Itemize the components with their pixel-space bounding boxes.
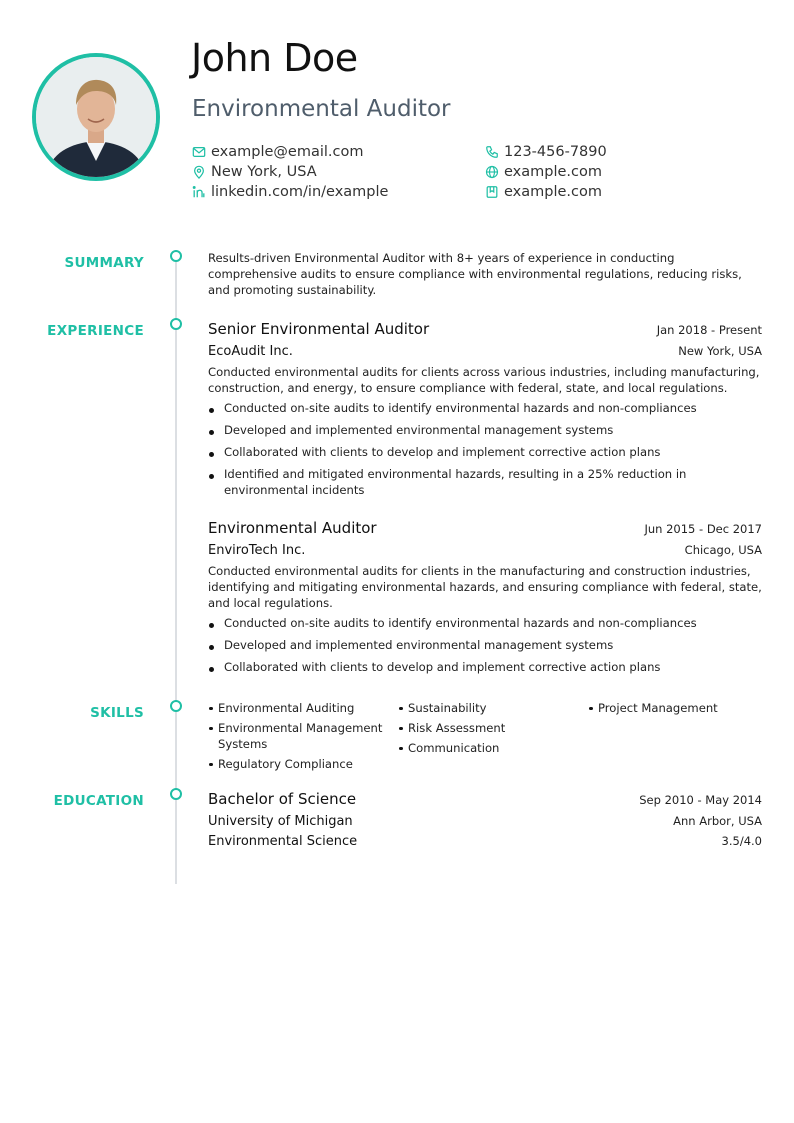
- contact-email-text: example@email.com: [211, 144, 364, 160]
- contact-phone[interactable]: [485, 143, 607, 161]
- skill-item: Sustainability: [398, 700, 588, 716]
- job-bullet: Developed and implemented environmental management systems: [208, 637, 762, 653]
- contact-email[interactable]: [192, 143, 363, 161]
- skills-column: [398, 700, 588, 776]
- job-entry: [208, 320, 762, 498]
- contact-phone-text: 123-456-7890: [504, 144, 607, 160]
- job-description: Conducted environmental audits for clients in the manufacturing and construction industries, identifying and mitigating environmental hazards, and ensuring compliance with federal, state, and local regulations.: [208, 564, 762, 610]
- education-school: University of Michigan: [208, 814, 353, 829]
- job-bullet: Developed and implemented environmental management systems: [208, 422, 762, 438]
- skill-item: Project Management: [588, 700, 762, 716]
- skill-item: Communication: [398, 740, 588, 756]
- bookmark-icon: [485, 185, 499, 199]
- education-field: Environmental Science: [208, 834, 358, 849]
- skill-item: Environmental Management Systems: [208, 720, 398, 752]
- job-location: New York, USA: [678, 344, 762, 358]
- candidate-title: Environmental Auditor: [192, 96, 451, 122]
- contact-linkedin[interactable]: [192, 183, 388, 201]
- contact-location: [192, 163, 317, 181]
- map-pin-icon: [192, 165, 206, 179]
- section-label-summary: SUMMARY: [64, 255, 144, 271]
- skills-column: [208, 700, 398, 776]
- job-bullet: Conducted on-site audits to identify environmental hazards and non-compliances: [208, 615, 762, 631]
- summary-section: [208, 250, 762, 298]
- education-degree: Bachelor of Science: [208, 790, 357, 808]
- job-description: Conducted environmental audits for clients across various industries, including manufacturing, construction, and energy, to ensure compliance with federal, state, and local regulations.: [208, 365, 760, 395]
- skills-grid: [208, 700, 762, 776]
- job-bullet: Collaborated with clients to develop and implement corrective action plans: [208, 659, 762, 675]
- contact-website-text: example.com: [504, 164, 602, 180]
- contact-portfolio-text: example.com: [504, 184, 602, 200]
- contact-portfolio[interactable]: [485, 183, 602, 201]
- candidate-name: John Doe: [191, 36, 358, 80]
- contact-website[interactable]: [485, 163, 602, 181]
- contact-location-text: New York, USA: [211, 164, 317, 180]
- timeline-dot-summary: [170, 250, 182, 262]
- job-bullet: Collaborated with clients to develop and implement corrective action plans: [208, 444, 762, 460]
- job-entry: [208, 519, 762, 675]
- education-gpa: 3.5/4.0: [721, 834, 762, 848]
- linkedin-icon: [192, 185, 206, 199]
- education-entry: [208, 790, 762, 849]
- job-title: Environmental Auditor: [208, 519, 377, 537]
- section-label-skills: SKILLS: [90, 705, 144, 721]
- job-bullet-list: [208, 615, 762, 675]
- timeline-dot-skills: [170, 700, 182, 712]
- phone-icon: [485, 145, 499, 159]
- mail-icon: [192, 145, 206, 159]
- section-label-experience: EXPERIENCE: [47, 323, 144, 339]
- education-dates: Sep 2010 - May 2014: [639, 793, 762, 807]
- education-location: Ann Arbor, USA: [673, 814, 762, 828]
- job-location: Chicago, USA: [684, 543, 762, 557]
- job-bullet: Conducted on-site audits to identify environmental hazards and non-compliances: [208, 400, 762, 416]
- job-dates: Jun 2015 - Dec 2017: [644, 522, 762, 536]
- job-company: EcoAudit Inc.: [208, 344, 293, 359]
- job-bullet-list: [208, 400, 762, 498]
- job-title: Senior Environmental Auditor: [208, 320, 430, 338]
- globe-icon: [485, 165, 499, 179]
- profile-portrait-image: [36, 57, 156, 177]
- summary-text: Results-driven Environmental Auditor with 8+ years of experience in conducting comprehensive audits to ensure compliance with environmental regulations, reducing risks, and promoting sustainability.: [208, 251, 742, 297]
- contact-linkedin-text: linkedin.com/in/example: [211, 184, 389, 200]
- job-company: EnviroTech Inc.: [208, 543, 306, 558]
- job-dates: Jan 2018 - Present: [656, 323, 762, 337]
- skill-item: Risk Assessment: [398, 720, 588, 736]
- skills-column: [588, 700, 762, 776]
- section-label-education: EDUCATION: [53, 793, 144, 809]
- timeline-dot-experience: [170, 318, 182, 330]
- skill-item: Regulatory Compliance: [208, 756, 398, 772]
- job-bullet: Identified and mitigated environmental hazards, resulting in a 25% reduction in environmental incidents: [208, 466, 762, 498]
- skill-item: Environmental Auditing: [208, 700, 398, 716]
- profile-photo: [32, 53, 160, 181]
- timeline-dot-education: [170, 788, 182, 800]
